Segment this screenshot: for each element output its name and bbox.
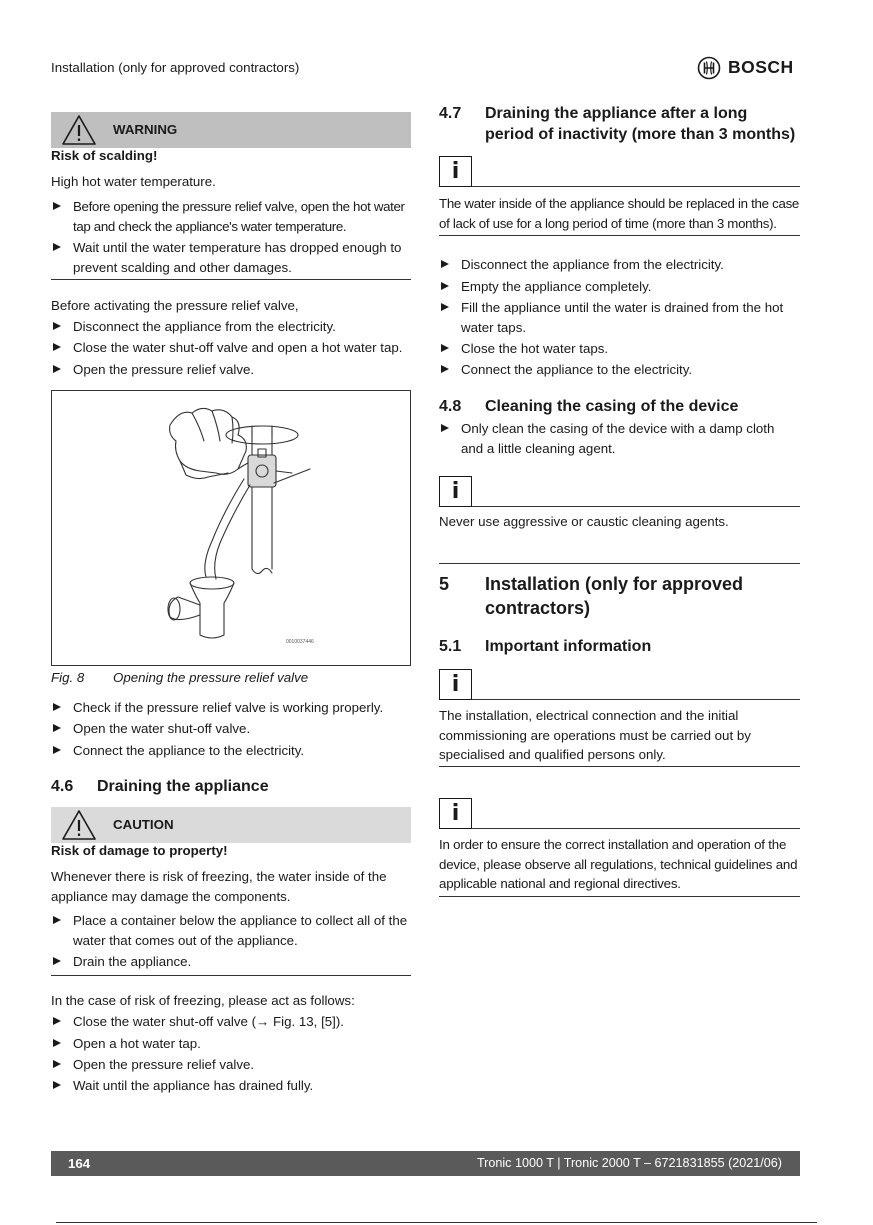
info-text: In order to ensure the correct installation and operation of the device, please observe all regulations, technical guidelines and applicable national and regional directives. <box>439 837 798 891</box>
pressure-relief-valve-illustration <box>52 391 410 665</box>
section-title: Draining the appliance after a long period of inactivity (more than 3 months) <box>485 105 796 143</box>
figure-pressure-relief-valve <box>51 390 411 666</box>
caution-triangle-icon <box>61 809 97 841</box>
list-item: Open the pressure relief valve. <box>51 1055 411 1075</box>
section-heading-4-7 <box>439 103 800 145</box>
page-number: 164 <box>68 1156 91 1171</box>
section-number: 4.8 <box>439 398 462 415</box>
list-item: Connect the appliance to the electricity. <box>51 741 411 761</box>
warning-bullet: Before opening the pressure relief valve, open the hot water tap and check the appliance's water temperature. <box>51 197 411 236</box>
figure-caption-number: Fig. 8 <box>51 670 85 685</box>
section-heading-4-8 <box>439 396 800 417</box>
list-item: Open the water shut-off valve. <box>51 719 411 739</box>
list-item: Fill the appliance until the water is drained from the hot water taps. <box>439 298 800 337</box>
info-icon: i <box>439 476 472 507</box>
list-item: Check if the pressure relief valve is working properly. <box>51 698 411 718</box>
figure-code: 0010037446 <box>286 639 314 645</box>
info-bottom-rule <box>439 766 800 767</box>
info-box-4-8 <box>439 476 800 536</box>
bosch-logo <box>697 56 794 80</box>
list-item: Only clean the casing of the device with a damp cloth and a little cleaning agent. <box>439 419 800 458</box>
before-text: Before activating the pressure relief valve, <box>51 298 299 313</box>
section-title: Important information <box>485 638 652 655</box>
warning-text: High hot water temperature. <box>51 174 216 189</box>
figure-caption <box>51 668 308 688</box>
list-item: Disconnect the appliance from the electricity. <box>51 317 411 337</box>
figure-caption-text: Opening the pressure relief valve <box>113 670 309 685</box>
info-top-rule <box>472 506 800 507</box>
section-number: 5.1 <box>439 638 462 655</box>
info-text: The water inside of the appliance should be replaced in the case of lack of use for a long period of time (more than 3 months). <box>439 196 800 231</box>
section-number: 4.6 <box>51 778 74 795</box>
info-icon: i <box>439 669 472 700</box>
bottom-line <box>56 1222 817 1223</box>
chapter-number: 5 <box>439 574 450 594</box>
caution-title: Risk of damage to property! <box>51 843 228 858</box>
chapter-title: Installation (only for approved contractors) <box>485 574 744 618</box>
warning-triangle-icon <box>61 114 97 146</box>
caution-end-rule <box>51 975 411 976</box>
brand-name: BOSCH <box>728 57 794 78</box>
info-top-rule <box>472 699 800 700</box>
document-reference: Tronic 1000 T | Tronic 2000 T – 6721831855 (2021/06) <box>476 1156 782 1170</box>
info-icon: i <box>439 156 472 187</box>
info-box-5-1b <box>439 798 800 897</box>
caution-bullet: Place a container below the appliance to collect all of the water that comes out of the appliance. <box>51 911 411 950</box>
info-box-4-7 <box>439 156 800 236</box>
info-box-5-1a <box>439 669 800 767</box>
warning-end-rule <box>51 279 411 280</box>
caution-text: Whenever there is risk of freezing, the water inside of the appliance may damage the components. <box>51 869 387 904</box>
list-item: Close the water shut-off valve and open a hot water tap. <box>51 338 411 358</box>
page-footer <box>51 1151 800 1176</box>
info-top-rule <box>472 186 800 187</box>
list-item: Close the water shut-off valve (→ Fig. 13, [5]). <box>51 1012 411 1032</box>
list-item: Wait until the appliance has drained fully. <box>51 1076 411 1096</box>
bosch-armature-icon <box>697 56 721 80</box>
info-text: Never use aggressive or caustic cleaning agents. <box>439 514 729 529</box>
caution-bar <box>51 807 411 843</box>
info-bottom-rule <box>439 235 800 236</box>
list-item: Connect the appliance to the electricity. <box>439 360 800 380</box>
chapter-rule <box>439 563 800 564</box>
freeze-text: In the case of risk of freezing, please act as follows: <box>51 993 355 1008</box>
section-heading-5-1 <box>439 636 800 657</box>
info-bottom-rule <box>439 896 800 897</box>
warning-bullet: Wait until the water temperature has dropped enough to prevent scalding and other damages. <box>51 238 411 277</box>
section-title: Cleaning the casing of the device <box>485 398 739 415</box>
warning-label: WARNING <box>113 122 178 138</box>
list-item: Open a hot water tap. <box>51 1034 411 1054</box>
chapter-heading-5 <box>439 572 800 620</box>
info-icon: i <box>439 798 472 829</box>
section-heading-4-6 <box>51 776 411 797</box>
section-number: 4.7 <box>439 105 462 122</box>
warning-bar <box>51 112 411 148</box>
warning-title: Risk of scalding! <box>51 148 158 163</box>
list-item: Open the pressure relief valve. <box>51 360 411 380</box>
info-top-rule <box>472 828 800 829</box>
list-item: Empty the appliance completely. <box>439 277 800 297</box>
info-text: The installation, electrical connection and the initial commissioning are operations must be carried out by specialised and qualified persons only. <box>439 708 751 762</box>
list-item: Close the hot water taps. <box>439 339 800 359</box>
list-item: Disconnect the appliance from the electricity. <box>439 255 800 275</box>
page-header-title: Installation (only for approved contractors) <box>51 60 300 75</box>
caution-label: CAUTION <box>113 817 174 833</box>
caution-bullet: Drain the appliance. <box>51 952 411 972</box>
section-title: Draining the appliance <box>97 778 269 795</box>
